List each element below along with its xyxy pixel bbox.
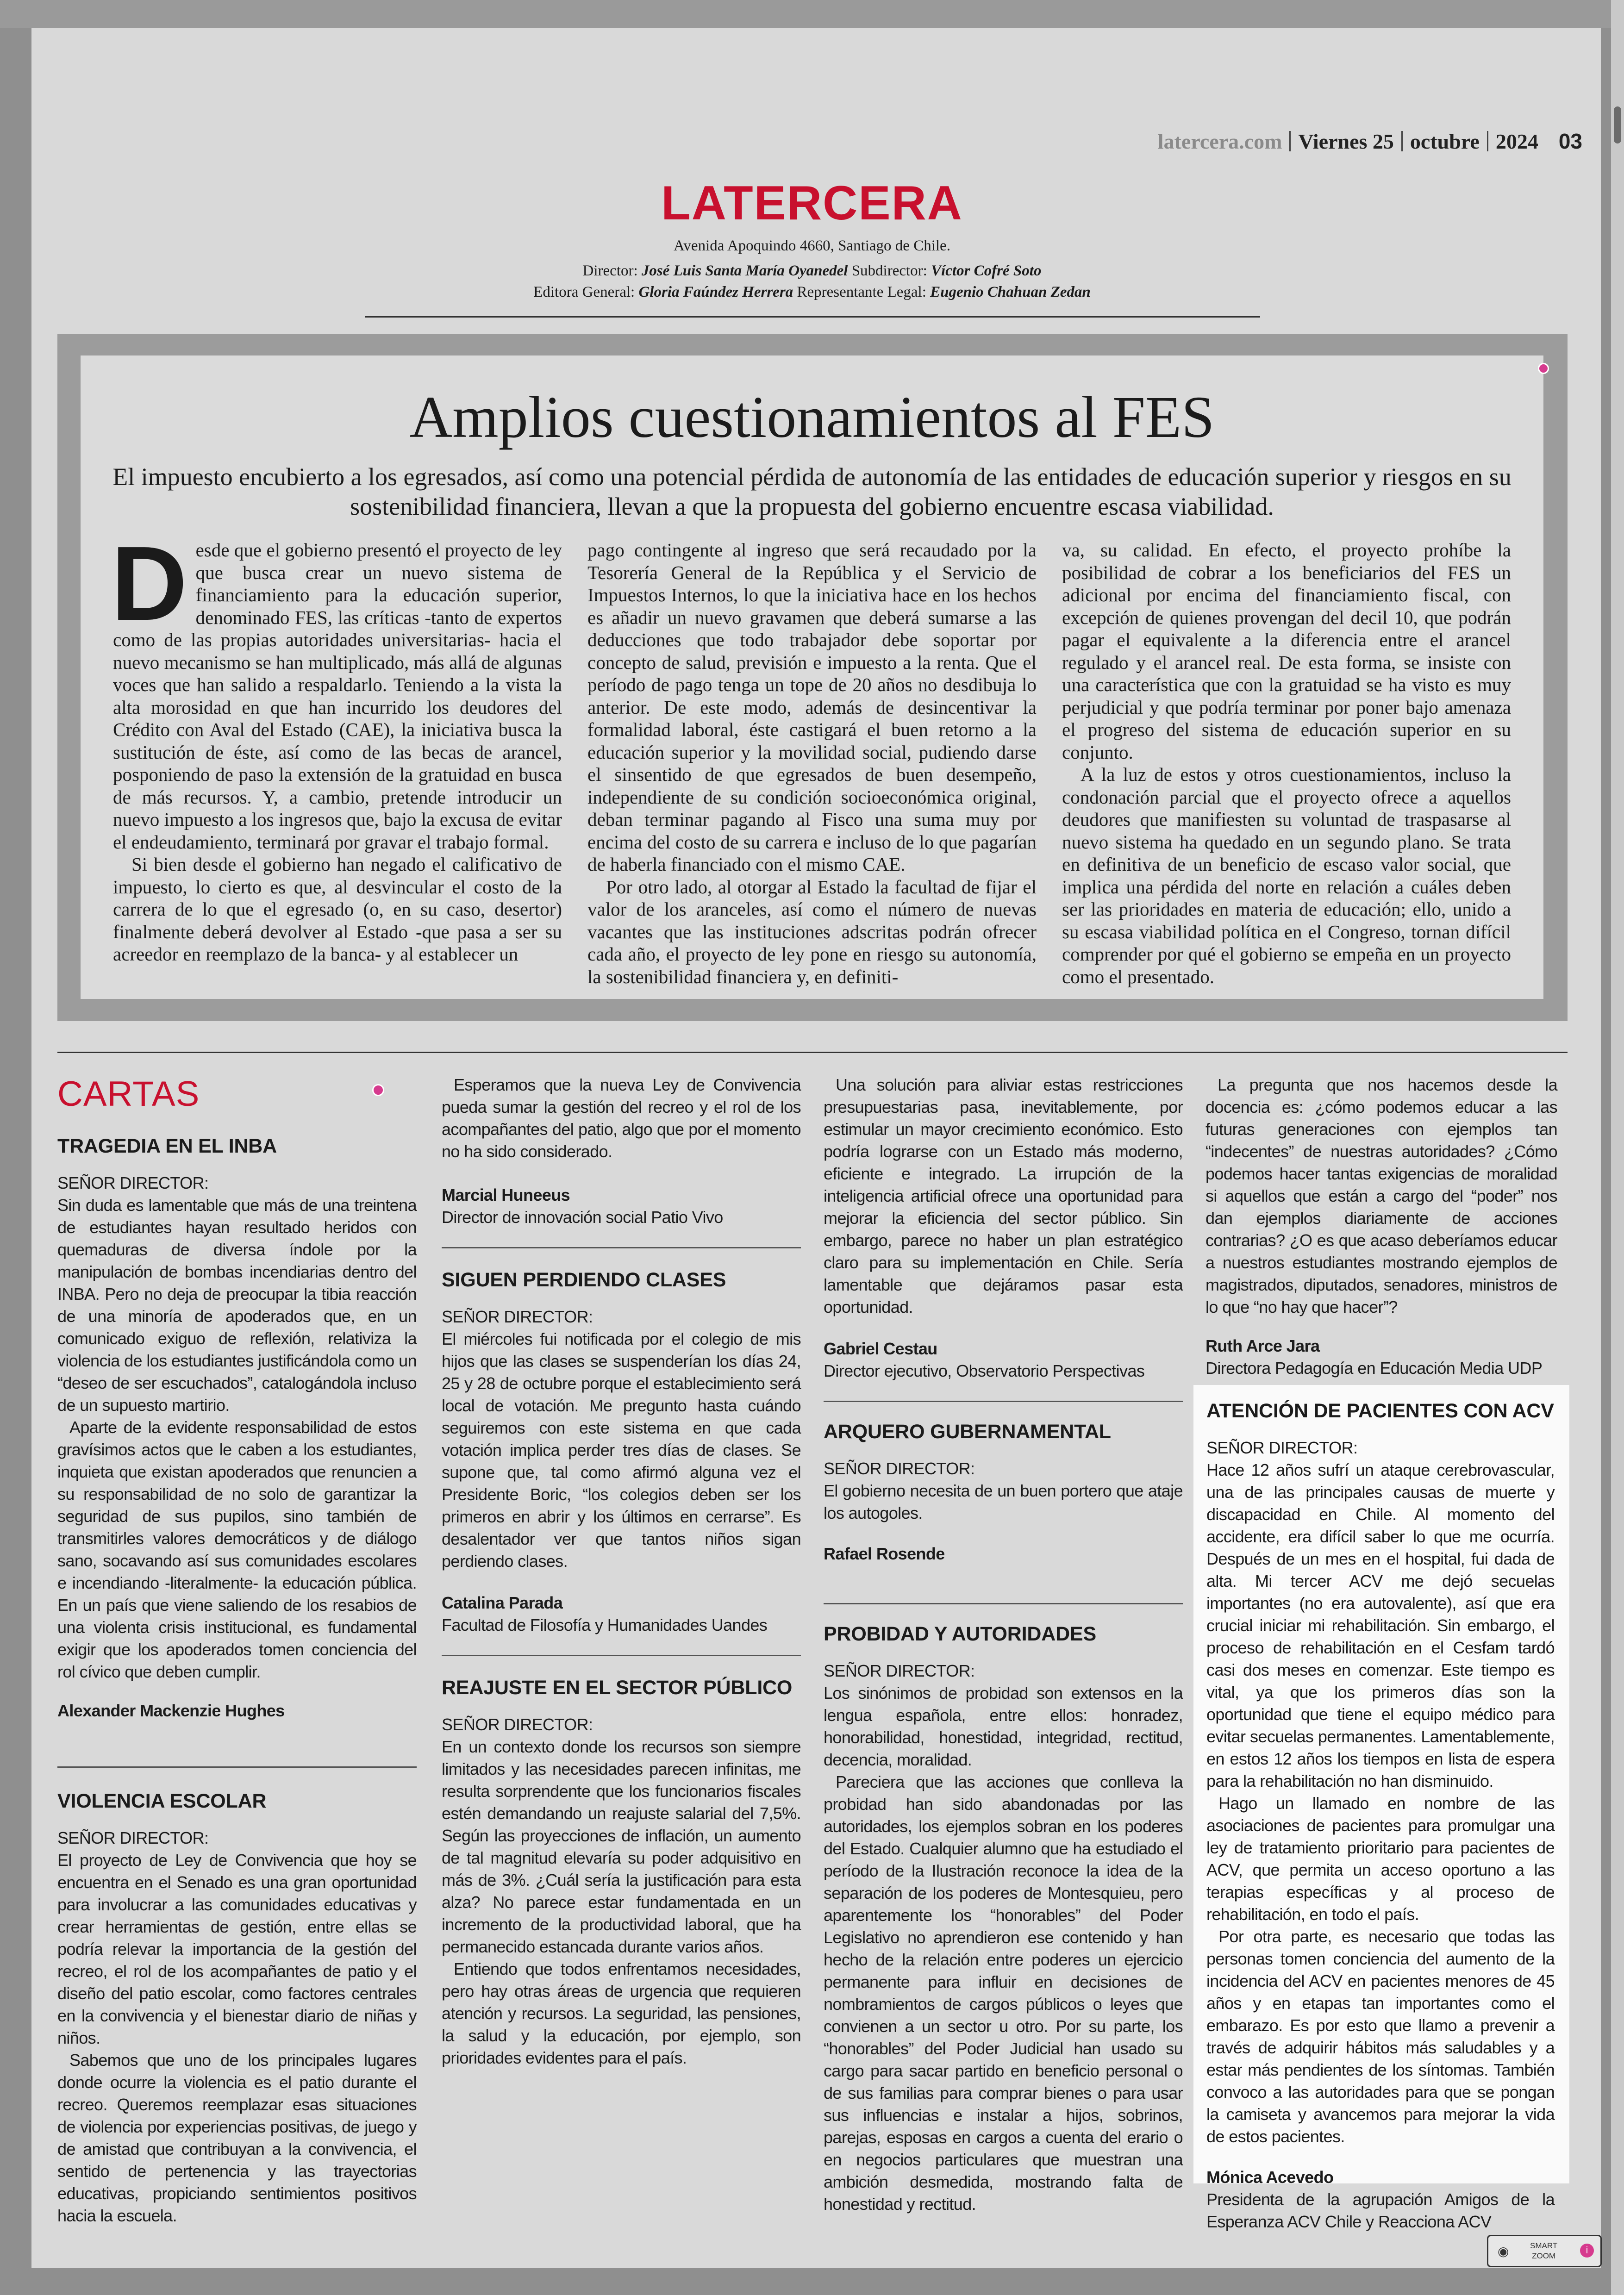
editorial-column-1	[111, 525, 562, 988]
folio-site[interactable]: latercera.com	[1157, 130, 1282, 153]
letter-divider	[442, 1247, 801, 1248]
folio-month: octubre	[1410, 130, 1480, 153]
smart-zoom-label	[1530, 2241, 1557, 2261]
letter-divider	[824, 1603, 1183, 1604]
letter-headline: VIOLENCIA ESCOLAR	[57, 1790, 267, 1812]
letter-paragraph: Por otra parte, es necesario que todas las personas tomen conciencia del aumento de la incidencia del ACV en pacientes menores de 45 años y en etapas tan importantes como el embarazo. Es por esto que llamo a prevenir a través de adquirir hábitos más saludables y a estar más pendientes de los síntomas. También convoco a las autoridades para que se pongan la camiseta y avancemos para mejorar la vida de estos pacientes.	[1206, 1927, 1555, 2146]
subdirector-name: Víctor Cofré Soto	[931, 262, 1042, 279]
representante-name: Eugenio Chahuan Zedan	[930, 284, 1091, 300]
section-rule	[57, 1052, 1568, 1053]
editorial-text: esde que el gobierno presentó el proyecto de ley que busca crear un nuevo sistema de financiamiento para la educación superior, denominado FES, las críticas -tanto de expertos como de las propias autoridades universitarias- hacia el nuevo mecanismo se han multiplicado, más allá de algunas voces que han salido a respaldarlo. Teniendo a la vista la alta morosidad en que han incurrido los deudores del Crédito con Aval del Estado (CAE), la iniciativa busca la sustitución de éste, así como de las becas de arancel, posponiendo de paso la extensión de la gratuidad en busca de más recursos. Y, a cambio, pretende introducir un nuevo impuesto a los ingresos que, bajo la excusa de evitar el endeudamiento, terminará por gravar el trabajo formal.	[113, 539, 562, 853]
eye-icon: ◉	[1498, 2244, 1509, 2258]
editorial-subtitle: El impuesto encubierto a los egresados, así como una potencial pérdida de autonomía de las entidades de educación superior y riesgos en su sostenibilidad financiera, llevan a que la propuesta del gobierno encuentre escasa viabilidad.	[112, 463, 1512, 520]
letter-salutation: SEÑOR DIRECTOR:	[57, 1828, 209, 1847]
letter-author: Mónica Acevedo	[1206, 2168, 1334, 2187]
editorial-column-2	[587, 539, 1037, 988]
editorial-paragraph	[111, 525, 562, 853]
letter-author: Rafael Rosende	[824, 1544, 945, 1563]
drop-cap: D	[111, 525, 187, 642]
masthead-address: Avenida Apoquindo 4660, Santiago de Chile.	[674, 237, 950, 254]
editorial-columns	[111, 525, 1511, 988]
letter-headline: PROBIDAD Y AUTORIDADES	[824, 1623, 1096, 1645]
smart-zoom-label-top: SMART	[1530, 2241, 1558, 2250]
folio-day: Viernes 25	[1298, 130, 1394, 153]
letter-role: Presidenta de la agrupación Amigos de la Esperanza ACV Chile y Reacciona ACV	[1206, 2190, 1555, 2231]
letter-headline: ARQUERO GUBERNAMENTAL	[824, 1421, 1111, 1443]
letter-headline: ATENCIÓN DE PACIENTES CON ACV	[1206, 1400, 1554, 1422]
boxed-letter-acv	[1193, 1385, 1569, 2231]
letter-paragraph: Una solución para aliviar estas restricciones presupuestarias pasa, inevitablemente, por estimular un mayor crecimiento económico. Esto podría lograrse con un Estado más moderno, eficiente e integrado. La irrupción de la inteligencia artificial ofrece una oportunidad para mejorar la eficiencia del sector público. Sin embargo, parece no haber un plan estratégico claro para su implementación en Chile. Sería lamentable que dejáramos pasar esta oportunidad.	[824, 1075, 1183, 1316]
letter-paragraph: Pareciera que las acciones que conlleva la probidad han sido abandonadas por las autoridades, los ejemplos sobran en los poderes del Estado. Cualquier alumno que ha estudiado el período de la Ilustración reconoce la idea de la separación de los poderes de Montesquieu, pero aparentemente los “honorables” del Poder Legislativo no aprendieron ese contenido y han hecho de la relación entre poderes un ejercicio permanente para influir en decisiones de nombramientos de cargos públicos o leyes que convienen a un sector u otro. Por su parte, los “honorables” del Poder Judicial han usado su cargo para sacar partido en beneficio personal o de sus familias para comprar bienes o para usar sus influencias e instalar a hijos, sobrinos, parejas, esposas en cargos a cuenta del erario o en negocios particulares que muestran una ambición desmedida, mostrando falta de honestidad y rectitud.	[824, 1772, 1183, 2214]
letter-salutation: SEÑOR DIRECTOR:	[442, 1715, 593, 1734]
letter-divider	[442, 1655, 801, 1656]
letter-role: Facultad de Filosofía y Humanidades Uandes	[442, 1615, 768, 1634]
masthead	[0, 176, 1624, 303]
letter-paragraph: Sin duda es lamentable que más de una treintena de estudiantes hayan resultado heridos con quemaduras de diversa índole por la manipulación de bombas incendiarias dentro del INBA. Pero no deja de preocupar la tibia reacción de una minoría de apoderados que, en un comunicado exiguo de reflexión, relativiza la violencia de los estudiantes justificándola como un “deseo de ser escuchados”, catalogándola incluso de un supuesto martirio.	[57, 1196, 417, 1415]
letter-headline: REAJUSTE EN EL SECTOR PÚBLICO	[442, 1677, 793, 1699]
letter-paragraph: Sabemos que uno de los principales lugares donde ocurre la violencia es el patio durante el recreo. Queremos reemplazar esas situaciones de violencia por experiencias positivas, de juego y de amistad que contribuyan a la convivencia, el sentido de pertenencia y las trayectorias educativas, propiciando sentimientos positivos hacia la escuela.	[57, 2051, 417, 2225]
section-title: CARTAS	[57, 1074, 200, 1114]
letter-author: Marcial Huneeus	[442, 1185, 570, 1204]
letter-salutation: SEÑOR DIRECTOR:	[824, 1459, 975, 1478]
masthead-credits	[0, 260, 1624, 303]
newspaper-logo: LATERCERA	[661, 176, 963, 230]
page-folio	[1158, 129, 1582, 154]
letters-column-1	[57, 1133, 417, 2227]
representante-label: Representante Legal:	[797, 284, 926, 300]
info-badge-icon: i	[1580, 2244, 1594, 2258]
letter-paragraph: Hago un llamado en nombre de las asociaciones de pacientes para promulgar una ley de tratamiento prioritario para pacientes de ACV, que permita un acceso oportuno a las terapias específicas y al proceso de rehabilitación, en todo el país.	[1206, 1794, 1555, 1924]
letter-paragraph: El miércoles fui notificada por el colegio de mis hijos que las clases se suspenderían los días 24, 25 y 28 de octubre porque el establecimiento será local de votación. Me pregunto hasta cuándo seguiremos con este sistema en que cada votación implica perder tres días de clases. Se supone que, tal como afirmó alguna vez el Presidente Boric, “los colegios deben ser los primeros en abrir y los últimos en cerrarse”. Es desalentador ver que tantos niños sigan perdiendo clases.	[442, 1329, 801, 1571]
letter-headline: SIGUEN PERDIENDO CLASES	[442, 1269, 726, 1291]
editorial-paragraph: A la luz de estos y otros cuestionamientos, incluso la condonación parcial que el proyecto ofrece a aquellos deudores que manifiesten su voluntad de traspasarse al nuevo sistema ha quedado en un segundo plano. Se trata en definitiva de un beneficio de escaso valor social, que implica una pérdida del norte en relación a cuáles deben ser las prioridades en materia de educación; ello, unido a su escasa viabilidad política en el Congreso, tornan difícil comprender por qué el gobierno se empeña en un proyecto como el presentado.	[1062, 764, 1511, 987]
letter-role: Director de innovación social Patio Vivo	[442, 1208, 723, 1227]
editorial-box	[57, 334, 1568, 1021]
letter-author: Alexander Mackenzie Hughes	[57, 1701, 285, 1720]
letter-salutation: SEÑOR DIRECTOR:	[442, 1307, 593, 1326]
editorial-paragraph: Por otro lado, al otorgar al Estado la facultad de fijar el valor de los aranceles, así como el número de nuevas vacantes que las instituciones adscritas podrán ofrecer cada año, el proyecto de ley pone en riesgo su autonomía, la sostenibilidad financiera y, en definiti-	[587, 876, 1037, 987]
scrollbar[interactable]	[1611, 0, 1624, 2295]
scrollbar-thumb[interactable]	[1614, 106, 1621, 143]
smart-zoom-button[interactable]	[1487, 2235, 1602, 2267]
letter-headline: TRAGEDIA EN EL INBA	[57, 1135, 277, 1157]
editora-name: Gloria Faúndez Herrera	[638, 284, 793, 300]
editorial-paragraph: va, su calidad. En efecto, el proyecto prohíbe la posibilidad de cobrar a los beneficiarios del FES un adicional por encima del financiamiento fiscal, con excepción de quienes provengan del decil 10, que podrán pagar el equivalente a la diferencia entre el arancel regulado y el arancel real. De esta forma, se insiste con una característica que con la gratuidad se ha visto es muy perjudicial y que podría terminar por poner bajo amenaza el progreso del sistema de educación superior en su conjunto.	[1062, 539, 1511, 763]
page-number: 03	[1558, 129, 1582, 153]
section-marker-icon[interactable]	[372, 1084, 384, 1096]
letters-column-3	[824, 1074, 1183, 2215]
editorial-marker-icon[interactable]	[1538, 363, 1549, 374]
boxed-letter-content	[1206, 1398, 1555, 2233]
letter-paragraph: El gobierno necesita de un buen portero que ataje los autogoles.	[824, 1481, 1183, 1522]
director-label: Director:	[582, 262, 638, 279]
letter-divider	[824, 1401, 1183, 1402]
letter-salutation: SEÑOR DIRECTOR:	[57, 1173, 209, 1192]
letter-paragraph: Aparte de la evidente responsabilidad de estos gravísimos actos que le caben a los estudiantes, inquieta que existan apoderados que renuncien a su responsabilidad de no solo de garantizar la seguridad de sus pupilos, sino también de transmitirles valores democráticos y de diálogo sano, socavando así sus comunidades escolares e incendiando -literalmente- la educación pública. En un país que viene saliendo de los resabios de una violenta crisis institucional, es fundamental exigir que los apoderados tomen conciencia del rol cívico que deben cumplir.	[57, 1418, 417, 1681]
letter-paragraph: Entiendo que todos enfrentamos necesidades, pero hay otras áreas de urgencia que requieren atención y recursos. La seguridad, las pensiones, la salud y la educación, por ejemplo, son prioridades evidentes para el país.	[442, 1959, 801, 2067]
letter-paragraph: En un contexto donde los recursos son siempre limitados y las necesidades parecen infinitas, me resulta sorprendente que los funcionarios fiscales estén demandando un reajuste salarial del 7,5%. Según las proyecciones de inflación, un aumento de tal magnitud elevaría su poder adquisitivo en más de 3%. ¿Cuál sería la justificación para esta alza? No parece estar fundamentada en un incremento de la productividad laboral, que ha permanecido estancada durante varios años.	[442, 1737, 801, 1956]
letter-paragraph: La pregunta que nos hacemos desde la docencia es: ¿cómo podemos educar a las futuras generaciones con ejemplos tan “indecentes” de nuestras autoridades? ¿Cómo podemos hacer tantas exigencias de moralidad si aquellos que están a cargo del “poder” nos dan ejemplos diariamente de acciones contrarias? ¿O es que acaso deberíamos educar a nuestros estudiantes mostrando ejemplos de magistrados, diputados, senadores, ministros de lo que “no hay que hacer”?	[1206, 1075, 1557, 1316]
letters-column-4	[1206, 1074, 1557, 1379]
editorial-column-3	[1062, 539, 1511, 988]
letter-salutation: SEÑOR DIRECTOR:	[1206, 1438, 1358, 1457]
editorial-paragraph: Si bien desde el gobierno han negado el calificativo de impuesto, lo cierto es que, al desvincular el costo de la carrera de lo que el egresado (o, en su caso, desertor) finalmente deberá devolver al Estado -que pasa a ser su acreedor en reemplazo de la banca- y al establecer un	[113, 854, 562, 965]
letter-role: Director ejecutivo, Observatorio Perspectivas	[824, 1361, 1145, 1380]
editora-label: Editora General:	[533, 284, 635, 300]
editorial-inner	[81, 355, 1543, 999]
folio-separator	[1487, 131, 1488, 151]
smart-zoom-label-bottom: ZOOM	[1532, 2251, 1556, 2260]
folio-separator	[1289, 131, 1291, 151]
director-name: José Luis Santa María Oyanedel	[641, 262, 848, 279]
letter-salutation: SEÑOR DIRECTOR:	[824, 1661, 975, 1680]
folio-year: 2024	[1495, 130, 1538, 153]
letter-paragraph: Los sinónimos de probidad son extensos en la lengua española, entre ellos: honradez, honorabilidad, honestidad, integridad, rectitud, decencia, moralidad.	[824, 1684, 1183, 1769]
subdirector-label: Subdirector:	[851, 262, 927, 279]
letter-role: Directora Pedagogía en Educación Media UDP	[1206, 1359, 1543, 1378]
letter-author: Catalina Parada	[442, 1593, 563, 1612]
letter-paragraph: Esperamos que la nueva Ley de Convivencia pueda sumar la gestión del recreo y el rol de los acompañantes del patio, algo que por el momento no ha sido considerado.	[442, 1075, 801, 1161]
letter-divider	[57, 1766, 417, 1768]
letter-author: Gabriel Cestau	[824, 1339, 937, 1358]
letters-column-2	[442, 1074, 801, 2069]
editorial-title: Amplios cuestionamientos al FES	[409, 384, 1215, 450]
editorial-paragraph: pago contingente al ingreso que será recaudado por la Tesorería General de la República y el Servicio de Impuestos Internos, lo que la iniciativa hace en los hechos es añadir un nuevo gravamen que deberá sumarse a las deducciones que todo trabajador debe soportar por concepto de salud, previsión e impuesto a la renta. Que el período de pago tenga un tope de 20 años no desdibuja lo anterior. De este modo, además de desincentivar la formalidad laboral, éste castigará el buen retorno a la educación superior y la movilidad social, pudiendo darse el sinsentido de que egresados de buen desempeño, independiente de su condición socioeconómica original, deban terminar pagando al Fisco una suma muy por encima del costo de su carrera e incluso de lo que pagarían de haberla financiado con el mismo CAE.	[587, 539, 1037, 875]
letter-author: Ruth Arce Jara	[1206, 1336, 1320, 1355]
masthead-rule	[365, 316, 1260, 318]
letter-paragraph: El proyecto de Ley de Convivencia que hoy se encuentra en el Senado es una gran oportunidad para involucrar a las comunidades educativas y crear herramientas de gestión, entre ellas se podría relevar la importancia de la gestión del recreo, el rol de los acompañantes de patio y el diseño del patio escolar, como factores centrales en la convivencia y el bienestar diario de niñas y niños.	[57, 1851, 417, 2047]
viewer-top-band	[0, 0, 1624, 28]
letter-paragraph: Hace 12 años sufrí un ataque cerebrovascular, una de las principales causas de muerte y discapacidad en Chile. Al momento del accidente, era difícil saber lo que me ocurría. Después de un mes en el hospital, fui dada de alta. Mi tercer ACV me dejó secuelas importantes (no era autovalente), así que era crucial iniciar mi rehabilitación. Sin embargo, el proceso de rehabilitación en el Cesfam tardó casi dos meses en comenzar. Este tiempo es vital, ya que los primeros días son la oportunidad que tiene el equipo médico para evitar secuelas permanentes. Lamentablemente, en estos 12 años los tiempos en lista de espera para la rehabilitación no han disminuido.	[1206, 1460, 1555, 1790]
folio-separator	[1401, 131, 1403, 151]
